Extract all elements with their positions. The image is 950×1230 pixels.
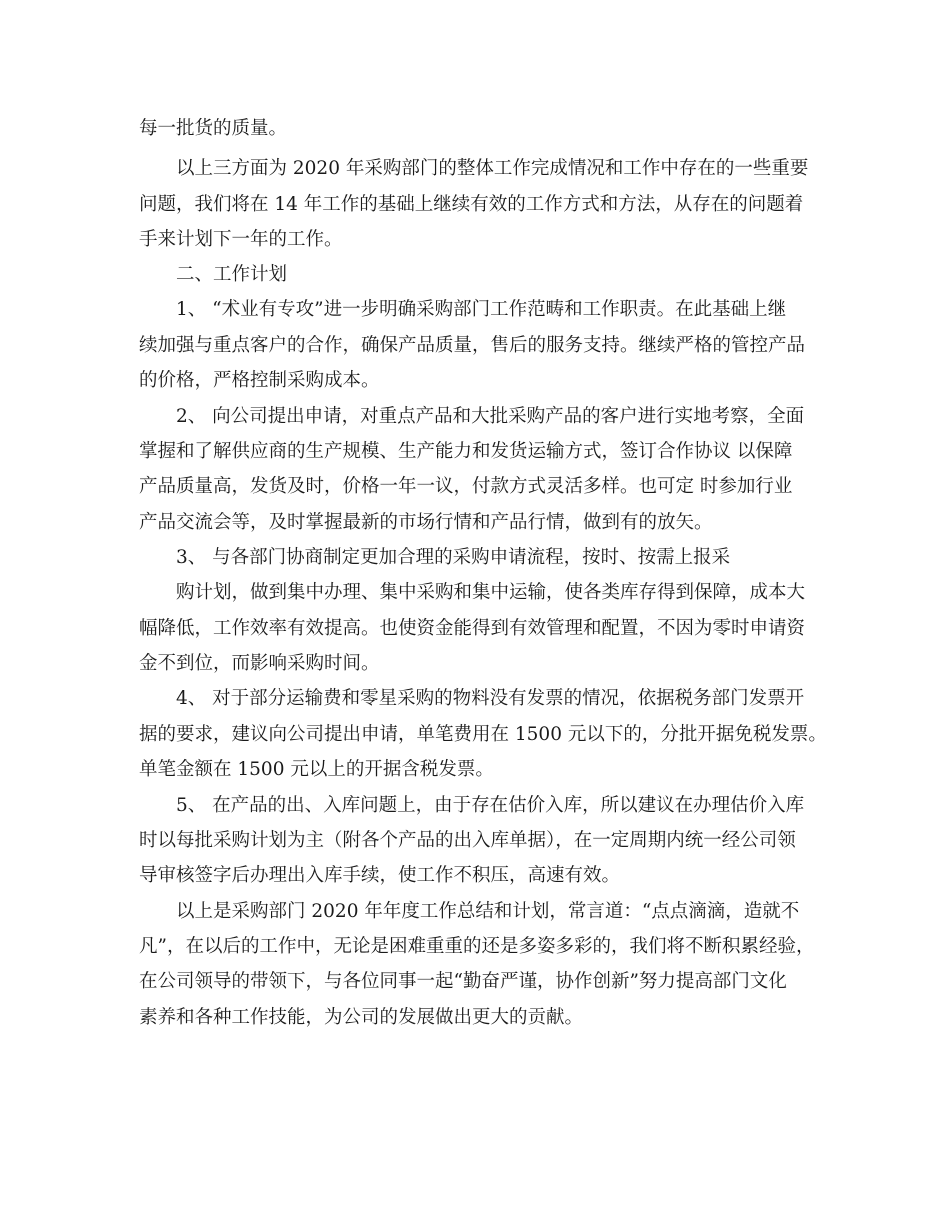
text-line: 以上是采购部门 2020 年年度工作总结和计划，常言道：“点点滴滴，造就不 xyxy=(176,901,800,922)
text-line: 的价格，严格控制采购成本。 xyxy=(139,370,380,391)
text-line: 产品质量高，发货及时，价格一年一议，付款方式灵活多样。也可定 时参加行业 xyxy=(139,476,793,497)
section-heading: 二、工作计划 xyxy=(176,264,288,285)
text-line: 手来计划下一年的工作。 xyxy=(139,229,343,250)
text-line: 产品交流会等，及时掌握最新的市场行情和产品行情，做到有的放矢。 xyxy=(139,512,713,533)
text-line: 问题，我们将在 14 年工作的基础上继续有效的工作方式和方法，从存在的问题着 xyxy=(139,194,804,215)
text-line: 3、 与各部门协商制定更加合理的采购申请流程，按时、按需上报采 xyxy=(176,547,731,568)
text-line: 据的要求，建议向公司提出申请，单笔费用在 1500 元以下的，分批开据免税发票。 xyxy=(139,724,827,745)
text-line: 2、 向公司提出申请，对重点产品和大批采购产品的客户进行实地考察，全面 xyxy=(176,406,805,427)
text-line: 5、 在产品的出、入库问题上，由于存在估价入库，所以建议在办理估价入库 xyxy=(176,795,805,816)
text-line: 续加强与重点客户的合作，确保产品质量，售后的服务支持。继续严格的管控产品 xyxy=(139,335,806,356)
text-line: 幅降低，工作效率有效提高。也使资金能得到有效管理和配置，不因为零时申请资 xyxy=(139,618,806,639)
text-line: 在公司领导的带领下，与各位同事一起“勤奋严谨，协作创新”努力提高部门文化 xyxy=(139,971,787,992)
text-line: 导审核签字后办理出入库手续，使工作不积压，高速有效。 xyxy=(139,865,621,886)
text-line: 掌握和了解供应商的生产规模、生产能力和发货运输方式，签订合作协议 以保障 xyxy=(139,441,793,462)
text-line: 金不到位，而影响采购时间。 xyxy=(139,653,380,674)
text-line: 4、 对于部分运输费和零星采购的物料没有发票的情况，依据税务部门发票开 xyxy=(176,688,805,709)
text-line: 凡”，在以后的工作中，无论是困难重重的还是多姿多彩的，我们将不断积累经验， xyxy=(139,936,815,957)
text-line: 时以每批采购计划为主（附各个产品的出入库单据），在一定周期内统一经公司领 xyxy=(139,830,796,851)
text-line: 素养和各种工作技能，为公司的发展做出更大的贡献。 xyxy=(139,1007,584,1028)
text-line: 以上三方面为 2020 年采购部门的整体工作完成情况和工作中存在的一些重要 xyxy=(176,158,809,179)
text-line: 每一批货的质量。 xyxy=(139,118,288,139)
text-line: 单笔金额在 1500 元以上的开据含税发票。 xyxy=(139,759,494,780)
text-line: 1、 “术业有专攻”进一步明确采购部门工作范畴和工作职责。在此基础上继 xyxy=(176,299,787,320)
text-line: 购计划，做到集中办理、集中采购和集中运输，使各类库存得到保障，成本大 xyxy=(176,582,806,603)
